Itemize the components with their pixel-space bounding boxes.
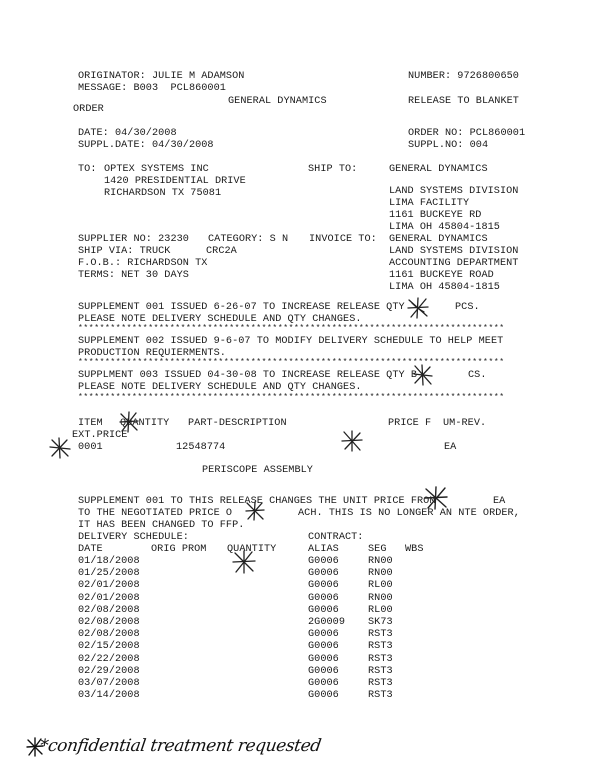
redaction-asterisk-icon xyxy=(341,430,363,452)
schedule-cell-alias: 2G0009 xyxy=(308,617,345,628)
price-change-note: ACH. THIS IS NO LONGER AN NTE ORDER, xyxy=(298,508,520,519)
schedule-cell-date: 02/15/2008 xyxy=(78,641,140,652)
redaction-asterisk-icon xyxy=(423,486,449,510)
ship-to-line: LAND SYSTEMS DIVISION xyxy=(389,186,519,197)
price-change-note: TO THE NEGOTIATED PRICE O xyxy=(78,508,233,519)
redaction-asterisk-icon xyxy=(244,501,266,521)
terms: TERMS: NET 30 DAYS xyxy=(78,270,189,281)
supplement-003-line-end: CS. xyxy=(468,370,487,381)
redaction-asterisk-icon xyxy=(118,411,140,433)
schedule-cell-alias: G0006 xyxy=(308,641,339,652)
schedule-cell-alias: G0006 xyxy=(308,629,339,640)
ship-via: SHIP VIA: TRUCK xyxy=(78,246,171,257)
schedule-cell-alias: G0006 xyxy=(308,568,339,579)
supplier-number: SUPPLIER NO: 23230 xyxy=(78,234,189,245)
schedule-cell-date: 02/08/2008 xyxy=(78,605,140,616)
schedule-cell-seg: RL00 xyxy=(368,580,393,591)
supplement-001-line: SUPPLEMENT 001 ISSUED 6-26-07 TO INCREASE RELEASE QTY xyxy=(78,302,405,313)
schedule-cell-date: 02/01/2008 xyxy=(78,593,140,604)
invoice-to-line: GENERAL DYNAMICS xyxy=(389,234,488,245)
column-item: ITEM xyxy=(78,418,103,429)
schedule-column-seg: SEG xyxy=(368,544,387,555)
supplement-001-note: PLEASE NOTE DELIVERY SCHEDULE AND QTY CHANGES. xyxy=(78,314,362,325)
separator-line: ******************************************************************************* xyxy=(78,393,505,402)
schedule-cell-seg: RST3 xyxy=(368,654,393,665)
ship-to-line: LIMA OH 45804-1815 xyxy=(389,222,500,233)
schedule-cell-date: 03/14/2008 xyxy=(78,690,140,701)
schedule-cell-date: 02/01/2008 xyxy=(78,580,140,591)
message: MESSAGE: B003 PCL860001 xyxy=(78,83,226,94)
schedule-cell-date: 02/29/2008 xyxy=(78,666,140,677)
price-change-note-end: EA xyxy=(493,496,506,507)
company-name: GENERAL DYNAMICS xyxy=(228,96,327,107)
price-change-note: IT HAS BEEN CHANGED TO FFP. xyxy=(78,520,245,531)
redaction-asterisk-icon xyxy=(406,297,430,319)
schedule-cell-alias: G0006 xyxy=(308,593,339,604)
contract-label: CONTRACT: xyxy=(308,532,364,543)
unit-of-measure: EA xyxy=(444,442,457,453)
schedule-cell-seg: RN00 xyxy=(368,593,393,604)
part-number: 12548774 xyxy=(176,442,226,453)
supplement-number: SUPPL.NO: 004 xyxy=(408,140,489,151)
schedule-cell-alias: G0006 xyxy=(308,580,339,591)
price-change-note: SUPPLEMENT 001 TO THIS RELEASE CHANGES THE UNIT PRICE FROM xyxy=(78,496,436,507)
category: CATEGORY: S N xyxy=(208,234,289,245)
item-number: 0001 xyxy=(78,442,103,453)
supplement-002-line: SUPPLEMENT 002 ISSUED 9-6-07 TO MODIFY DELIVERY SCHEDULE TO HELP MEET xyxy=(78,336,504,347)
schedule-cell-alias: G0006 xyxy=(308,678,339,689)
column-um-rev: UM-REV. xyxy=(443,418,487,429)
schedule-cell-alias: G0006 xyxy=(308,556,339,567)
schedule-cell-seg: RST3 xyxy=(368,666,393,677)
release-type: RELEASE TO BLANKET xyxy=(408,96,519,107)
ship-to-line: LIMA FACILITY xyxy=(389,198,470,209)
to-line: 1420 PRESIDENTIAL DRIVE xyxy=(104,176,246,187)
schedule-column-wbs: WBS xyxy=(405,544,424,555)
supplement-001-line-end: PCS. xyxy=(455,302,480,313)
ship-to-line: 1161 BUCKEYE RD xyxy=(389,210,482,221)
schedule-cell-date: 01/18/2008 xyxy=(78,556,140,567)
schedule-cell-date: 02/08/2008 xyxy=(78,617,140,628)
fob: F.O.B.: RICHARDSON TX xyxy=(78,258,208,269)
originator: ORIGINATOR: JULIE M ADAMSON xyxy=(78,71,245,82)
schedule-cell-seg: RST3 xyxy=(368,641,393,652)
schedule-cell-alias: G0006 xyxy=(308,690,339,701)
delivery-schedule-label: DELIVERY SCHEDULE: xyxy=(78,532,189,543)
redaction-asterisk-icon xyxy=(411,364,435,386)
item-description: PERISCOPE ASSEMBLY xyxy=(202,465,313,476)
schedule-cell-seg: RST3 xyxy=(368,629,393,640)
supplement-002-note: PRODUCTION REQUIERMENTS. xyxy=(78,348,226,359)
ship-to-label: SHIP TO: xyxy=(308,164,358,175)
column-ext-price: EXT.PRICE xyxy=(72,430,128,441)
separator-line: ******************************************************************************* xyxy=(78,358,505,367)
to-label: TO: xyxy=(78,164,97,175)
handwritten-note: *confidential treatment requested xyxy=(38,736,323,756)
redaction-asterisk-icon xyxy=(49,437,71,459)
separator-line: ******************************************************************************* xyxy=(78,324,505,333)
column-part-description: PART-DESCRIPTION xyxy=(188,418,287,429)
invoice-to-label: INVOICE TO: xyxy=(309,234,377,245)
schedule-cell-seg: RST3 xyxy=(368,690,393,701)
schedule-column-alias: ALIAS xyxy=(308,544,339,555)
number: NUMBER: 9726800650 xyxy=(408,71,519,82)
schedule-column-quantity: QUANTITY xyxy=(227,544,277,555)
release-type-continued: ORDER xyxy=(73,104,104,115)
schedule-cell-date: 02/08/2008 xyxy=(78,629,140,640)
invoice-to-line: LIMA OH 45804-1815 xyxy=(389,282,500,293)
supplement-003-note: PLEASE NOTE DELIVERY SCHEDULE AND QTY CHANGES. xyxy=(78,382,362,393)
schedule-cell-date: 03/07/2008 xyxy=(78,678,140,689)
schedule-cell-date: 01/25/2008 xyxy=(78,568,140,579)
invoice-to-line: 1161 BUCKEYE ROAD xyxy=(389,270,494,281)
ship-code: CRC2A xyxy=(206,246,237,257)
schedule-cell-seg: RN00 xyxy=(368,568,393,579)
supplement-003-line: SUPPLMENT 003 ISSUED 04-30-08 TO INCREASE RELEASE QTY B xyxy=(78,370,417,381)
column-quantity: QUANTITY xyxy=(120,418,170,429)
order-number: ORDER NO: PCL860001 xyxy=(408,128,526,139)
schedule-cell-seg: RST3 xyxy=(368,678,393,689)
schedule-cell-seg: RN00 xyxy=(368,556,393,567)
supplement-date: SUPPL.DATE: 04/30/2008 xyxy=(78,140,214,151)
schedule-cell-alias: G0006 xyxy=(308,654,339,665)
schedule-cell-date: 02/22/2008 xyxy=(78,654,140,665)
schedule-cell-seg: SK73 xyxy=(368,617,393,628)
schedule-cell-alias: G0006 xyxy=(308,605,339,616)
invoice-to-line: LAND SYSTEMS DIVISION xyxy=(389,246,519,257)
to-line: RICHARDSON TX 75081 xyxy=(104,188,222,199)
redaction-asterisk-icon xyxy=(232,550,256,574)
column-price: PRICE F xyxy=(388,418,432,429)
invoice-to-line: ACCOUNTING DEPARTMENT xyxy=(389,258,519,269)
ship-to-line: GENERAL DYNAMICS xyxy=(389,164,488,175)
order-date: DATE: 04/30/2008 xyxy=(78,128,177,139)
to-line: OPTEX SYSTEMS INC xyxy=(104,164,209,175)
schedule-column-orig-prom: ORIG PROM xyxy=(151,544,207,555)
schedule-cell-seg: RL00 xyxy=(368,605,393,616)
schedule-cell-alias: G0006 xyxy=(308,666,339,677)
schedule-column-date: DATE xyxy=(78,544,103,555)
